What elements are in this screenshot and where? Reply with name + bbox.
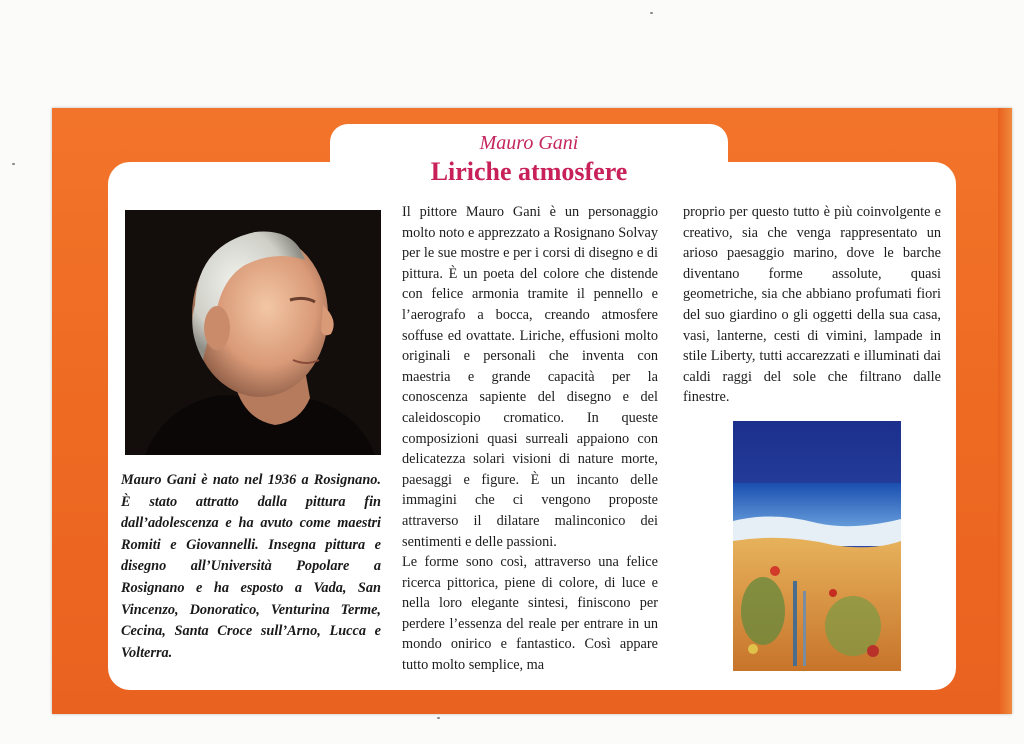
- article-column-right: [683, 202, 941, 408]
- article-paragraph-2: Le forme sono così, attraverso una felice ricerca pittorica, piene di colore, di luce e nella loro elegante sintesi, finiscono per perdere l’essenza del reale per entrare in un mondo onirico e fantastico. Così appare tutto molto semplice, ma: [402, 554, 658, 674]
- portrait-caption: Mauro Gani è nato nel 1936 a Rosignano. È stato attratto dalla pittura fin dall’adolescenza e ha avuto come maestri Romiti e Giovannelli. Insegna pittura e disegno all’Università Popolare a Rosignano e ha esposto a Vada, San Vincenzo, Donoratico, Venturina Terme, Cecina, Santa Croce sull’Arno, Lucca e Volterra.: [121, 472, 381, 661]
- article-paragraph-3: proprio per questo tutto è più coinvolgente e creativo, sia che venga rappresentato un arioso paesaggio marino, dove le barche diventano forme assolute, quasi geometriche, sia che abbiano profumati fiori del suo giardino o gli oggetti della sua casa, vasi, lanterne, cesti di vimini, lampade in stile Liberty, tutti accarezzati e illuminati dai caldi raggi del sole che filtrano dalle finestre.: [683, 204, 941, 406]
- scan-speck: [437, 717, 440, 719]
- scan-speck: [12, 163, 15, 165]
- author-name: Mauro Gani: [479, 132, 579, 154]
- artist-portrait-photo: [125, 210, 381, 455]
- article-paragraph-1: Il pittore Mauro Gani è un personaggio molto noto e apprezzato a Rosignano Solvay per le sue mostre e per i corsi di disegno e di pittura. È un poeta del colore che distende con felice armonia tramite il pennello e l’aerografo a bocca, creando atmosfere soffuse ed ovattate. Liriche, effusioni molto originali e personali che inventa con maestria e grande capacità per la conoscenza sapiente del disegno e del caleidoscopio cromatico. In queste composizioni quasi surreali appaiono con delicatezza solari visioni di nature morte, paesaggi e figure. È un incanto delle immagini che ci vengono proposte attraverso il dilatare malinconico dei sentimenti e delle passioni.: [402, 204, 658, 550]
- seascape-painting-image: [733, 421, 901, 671]
- scan-speck: [650, 12, 653, 14]
- article-title: Liriche atmosfere: [430, 157, 628, 186]
- article-column-middle: [402, 202, 658, 676]
